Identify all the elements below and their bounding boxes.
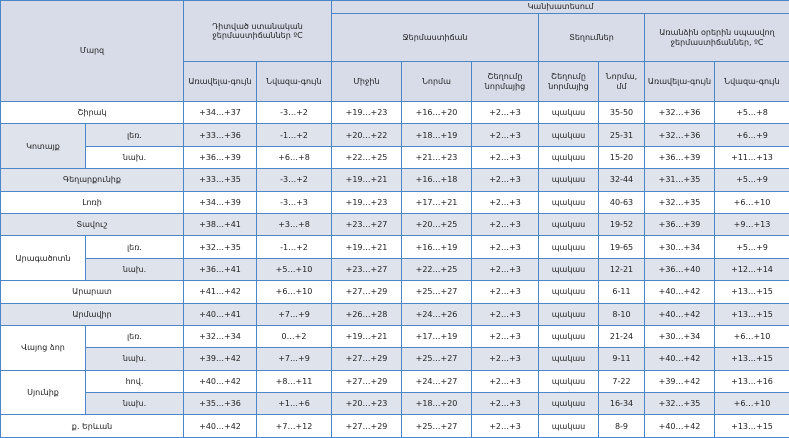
expected-min-cell: +6…+10	[715, 325, 789, 347]
expected-max-cell: +32…+36	[645, 102, 715, 124]
table-row	[1, 169, 789, 191]
mean-temp-cell: +27…+29	[332, 281, 402, 303]
observed-min-cell: -3…+3	[257, 191, 332, 213]
expected-min-cell: +6…+10	[715, 393, 789, 415]
expected-max-cell: +40…+42	[645, 281, 715, 303]
norm-temp-cell: +20…+25	[402, 213, 472, 235]
observed-min-cell: +3…+8	[257, 213, 332, 235]
header-sep-min: Նվազա-գույն	[715, 62, 789, 102]
region-name: Շիրակ	[1, 102, 184, 124]
region-name: Լոռի	[1, 191, 184, 213]
mean-temp-cell: +20…+23	[332, 393, 402, 415]
precip-deviation-cell: պակաս	[539, 258, 599, 280]
header-mean: Միջին	[332, 62, 402, 102]
expected-max-cell: +32…+36	[645, 124, 715, 146]
mean-temp-cell: +19…+23	[332, 191, 402, 213]
observed-min-cell: +5…+10	[257, 258, 332, 280]
region-name: ք. Երևան	[1, 415, 184, 438]
expected-min-cell: +13…+16	[715, 370, 789, 392]
observed-max-cell: +40…+41	[184, 303, 257, 325]
region-name: Արմավիր	[1, 303, 184, 325]
header-precipitation: Տեղումներ	[539, 14, 645, 62]
observed-max-cell: +40…+42	[184, 370, 257, 392]
observed-max-cell: +40…+42	[184, 415, 257, 438]
temp-deviation-cell: +2…+3	[472, 124, 539, 146]
norm-temp-cell: +18…+20	[402, 393, 472, 415]
region-zone: նախ.	[86, 348, 184, 370]
mean-temp-cell: +27…+29	[332, 370, 402, 392]
observed-min-cell: -1…+2	[257, 124, 332, 146]
norm-temp-cell: +16…+19	[402, 236, 472, 258]
precip-deviation-cell: պակաս	[539, 236, 599, 258]
precip-norm-cell: 12-21	[599, 258, 645, 280]
table-row	[1, 146, 789, 168]
mean-temp-cell: +20…+22	[332, 124, 402, 146]
observed-max-cell: +33…+36	[184, 124, 257, 146]
precip-norm-cell: 32-44	[599, 169, 645, 191]
header-extreme-temperatures: Դիտված ստանական ջերմաստիճաններ ºC	[184, 1, 332, 62]
expected-min-cell: +11…+13	[715, 146, 789, 168]
expected-max-cell: +36…+39	[645, 146, 715, 168]
observed-max-cell: +35…+36	[184, 393, 257, 415]
expected-min-cell: +12…+14	[715, 258, 789, 280]
observed-max-cell: +38…+41	[184, 213, 257, 235]
precip-norm-cell: 8-9	[599, 415, 645, 438]
precip-deviation-cell: պակաս	[539, 303, 599, 325]
table-row	[1, 213, 789, 235]
header-separate-days: Առանձին օրերին սպասվող ջերմաստիճաններ, ºC	[645, 14, 789, 62]
expected-max-cell: +32…+35	[645, 393, 715, 415]
observed-min-cell: -3…+2	[257, 169, 332, 191]
table-row	[1, 124, 789, 146]
observed-min-cell: +8…+11	[257, 370, 332, 392]
expected-min-cell: +13…+15	[715, 415, 789, 438]
temp-deviation-cell: +2…+3	[472, 303, 539, 325]
precip-norm-cell: 19-65	[599, 236, 645, 258]
precip-deviation-cell: պակաս	[539, 213, 599, 235]
precip-norm-cell: 9-11	[599, 348, 645, 370]
norm-temp-cell: +24…+27	[402, 370, 472, 392]
header-precip-norm: Նորմա, մմ	[599, 62, 645, 102]
precip-norm-cell: 21-24	[599, 325, 645, 347]
precip-deviation-cell: պակաս	[539, 281, 599, 303]
table-row	[1, 102, 789, 124]
precip-norm-cell: 35-50	[599, 102, 645, 124]
region-name: Արագածոտն	[1, 236, 86, 281]
expected-min-cell: +5…+8	[715, 102, 789, 124]
norm-temp-cell: +16…+20	[402, 102, 472, 124]
observed-min-cell: +7…+9	[257, 303, 332, 325]
expected-min-cell: +13…+15	[715, 348, 789, 370]
mean-temp-cell: +19…+21	[332, 169, 402, 191]
mean-temp-cell: +19…+23	[332, 102, 402, 124]
temp-deviation-cell: +2…+3	[472, 213, 539, 235]
mean-temp-cell: +19…+21	[332, 236, 402, 258]
observed-max-cell: +32…+34	[184, 325, 257, 347]
region-name: Տավուշ	[1, 213, 184, 235]
norm-temp-cell: +17…+21	[402, 191, 472, 213]
table-row	[1, 348, 789, 370]
expected-min-cell: +6…+9	[715, 124, 789, 146]
norm-temp-cell: +25…+27	[402, 281, 472, 303]
region-zone: նախ.	[86, 393, 184, 415]
expected-max-cell: +30…+34	[645, 325, 715, 347]
precip-deviation-cell: պակաս	[539, 348, 599, 370]
region-zone: նախ.	[86, 146, 184, 168]
temp-deviation-cell: +2…+3	[472, 169, 539, 191]
expected-min-cell: +5…+9	[715, 236, 789, 258]
precip-norm-cell: 16-34	[599, 393, 645, 415]
mean-temp-cell: +23…+27	[332, 213, 402, 235]
temp-deviation-cell: +2…+3	[472, 102, 539, 124]
temp-deviation-cell: +2…+3	[472, 281, 539, 303]
temp-deviation-cell: +2…+3	[472, 415, 539, 438]
expected-max-cell: +40…+42	[645, 303, 715, 325]
header-sep-max: Առավելա-գույն	[645, 62, 715, 102]
expected-max-cell: +40…+42	[645, 415, 715, 438]
region-name: Սյունիք	[1, 370, 86, 415]
region-name: Վայոց ձոր	[1, 325, 86, 370]
observed-min-cell: +1…+6	[257, 393, 332, 415]
header-deviation: Շեղումը նորմայից	[472, 62, 539, 102]
norm-temp-cell: +25…+27	[402, 348, 472, 370]
temp-deviation-cell: +2…+3	[472, 348, 539, 370]
temp-deviation-cell: +2…+3	[472, 236, 539, 258]
precip-norm-cell: 8-10	[599, 303, 645, 325]
observed-max-cell: +34…+39	[184, 191, 257, 213]
observed-min-cell: +6…+10	[257, 281, 332, 303]
table-row	[1, 191, 789, 213]
region-name: Կոտայք	[1, 124, 86, 169]
mean-temp-cell: +27…+29	[332, 348, 402, 370]
table-row	[1, 281, 789, 303]
observed-max-cell: +33…+35	[184, 169, 257, 191]
temp-deviation-cell: +2…+3	[472, 191, 539, 213]
observed-max-cell: +39…+42	[184, 348, 257, 370]
temp-deviation-cell: +2…+3	[472, 393, 539, 415]
temp-deviation-cell: +2…+3	[472, 325, 539, 347]
temp-deviation-cell: +2…+3	[472, 146, 539, 168]
precip-deviation-cell: պակաս	[539, 393, 599, 415]
header-precip-deviation: Շեղումը նորմայից	[539, 62, 599, 102]
expected-max-cell: +40…+42	[645, 348, 715, 370]
observed-max-cell: +34…+37	[184, 102, 257, 124]
observed-min-cell: -3…+2	[257, 102, 332, 124]
norm-temp-cell: +22…+25	[402, 258, 472, 280]
norm-temp-cell: +17…+19	[402, 325, 472, 347]
precip-deviation-cell: պակաս	[539, 124, 599, 146]
header-warm-min: Նվազա-գույն	[257, 62, 332, 102]
header-forecast: Կանխատեսում	[332, 1, 789, 14]
precip-norm-cell: 6-11	[599, 281, 645, 303]
table-row	[1, 393, 789, 415]
mean-temp-cell: +19…+21	[332, 325, 402, 347]
expected-max-cell: +36…+39	[645, 213, 715, 235]
expected-min-cell: +13…+15	[715, 303, 789, 325]
table-row	[1, 325, 789, 347]
mean-temp-cell: +23…+27	[332, 258, 402, 280]
temp-deviation-cell: +2…+3	[472, 370, 539, 392]
table-row	[1, 370, 789, 392]
expected-min-cell: +9…+13	[715, 213, 789, 235]
precip-deviation-cell: պակաս	[539, 325, 599, 347]
table-row	[1, 303, 789, 325]
mean-temp-cell: +26…+28	[332, 303, 402, 325]
region-zone: լեռ.	[86, 124, 184, 146]
region-name: Գեղարքունիք	[1, 169, 184, 191]
precip-norm-cell: 19-52	[599, 213, 645, 235]
header-region: Մարզ	[1, 1, 184, 102]
table-body	[1, 102, 789, 438]
header-warm-max: Առավելա-գույն	[184, 62, 257, 102]
precip-norm-cell: 40-63	[599, 191, 645, 213]
observed-min-cell: +7…+12	[257, 415, 332, 438]
expected-min-cell: +5…+9	[715, 169, 789, 191]
region-zone: լեռ.	[86, 325, 184, 347]
observed-min-cell: -1…+2	[257, 236, 332, 258]
precip-deviation-cell: պակաս	[539, 415, 599, 438]
observed-min-cell: +6…+8	[257, 146, 332, 168]
precip-deviation-cell: պակաս	[539, 102, 599, 124]
expected-max-cell: +39…+42	[645, 370, 715, 392]
precip-norm-cell: 25-31	[599, 124, 645, 146]
norm-temp-cell: +18…+19	[402, 124, 472, 146]
observed-max-cell: +36…+39	[184, 146, 257, 168]
precip-norm-cell: 15-20	[599, 146, 645, 168]
table-row	[1, 415, 789, 438]
norm-temp-cell: +24…+26	[402, 303, 472, 325]
observed-max-cell: +36…+41	[184, 258, 257, 280]
region-name: Արարատ	[1, 281, 184, 303]
region-zone: լեռ.	[86, 236, 184, 258]
norm-temp-cell: +16…+18	[402, 169, 472, 191]
region-zone: հով.	[86, 370, 184, 392]
mean-temp-cell: +27…+29	[332, 415, 402, 438]
observed-min-cell: 0…+2	[257, 325, 332, 347]
precip-deviation-cell: պակաս	[539, 370, 599, 392]
observed-max-cell: +32…+35	[184, 236, 257, 258]
precip-deviation-cell: պակաս	[539, 146, 599, 168]
header-norm: Նորմա	[402, 62, 472, 102]
mean-temp-cell: +22…+25	[332, 146, 402, 168]
precip-deviation-cell: պակաս	[539, 191, 599, 213]
header-temperature: Ջերմաստիճան	[332, 14, 539, 62]
expected-max-cell: +36…+40	[645, 258, 715, 280]
norm-temp-cell: +25…+27	[402, 415, 472, 438]
expected-min-cell: +13…+15	[715, 281, 789, 303]
temp-deviation-cell: +2…+3	[472, 258, 539, 280]
region-zone: նախ.	[86, 258, 184, 280]
expected-max-cell: +30…+34	[645, 236, 715, 258]
expected-max-cell: +32…+35	[645, 191, 715, 213]
observed-min-cell: +7…+9	[257, 348, 332, 370]
precip-norm-cell: 7-22	[599, 370, 645, 392]
expected-min-cell: +6…+10	[715, 191, 789, 213]
norm-temp-cell: +21…+23	[402, 146, 472, 168]
table-row	[1, 258, 789, 280]
observed-max-cell: +41…+42	[184, 281, 257, 303]
precip-deviation-cell: պակաս	[539, 169, 599, 191]
expected-max-cell: +31…+35	[645, 169, 715, 191]
table-row	[1, 236, 789, 258]
